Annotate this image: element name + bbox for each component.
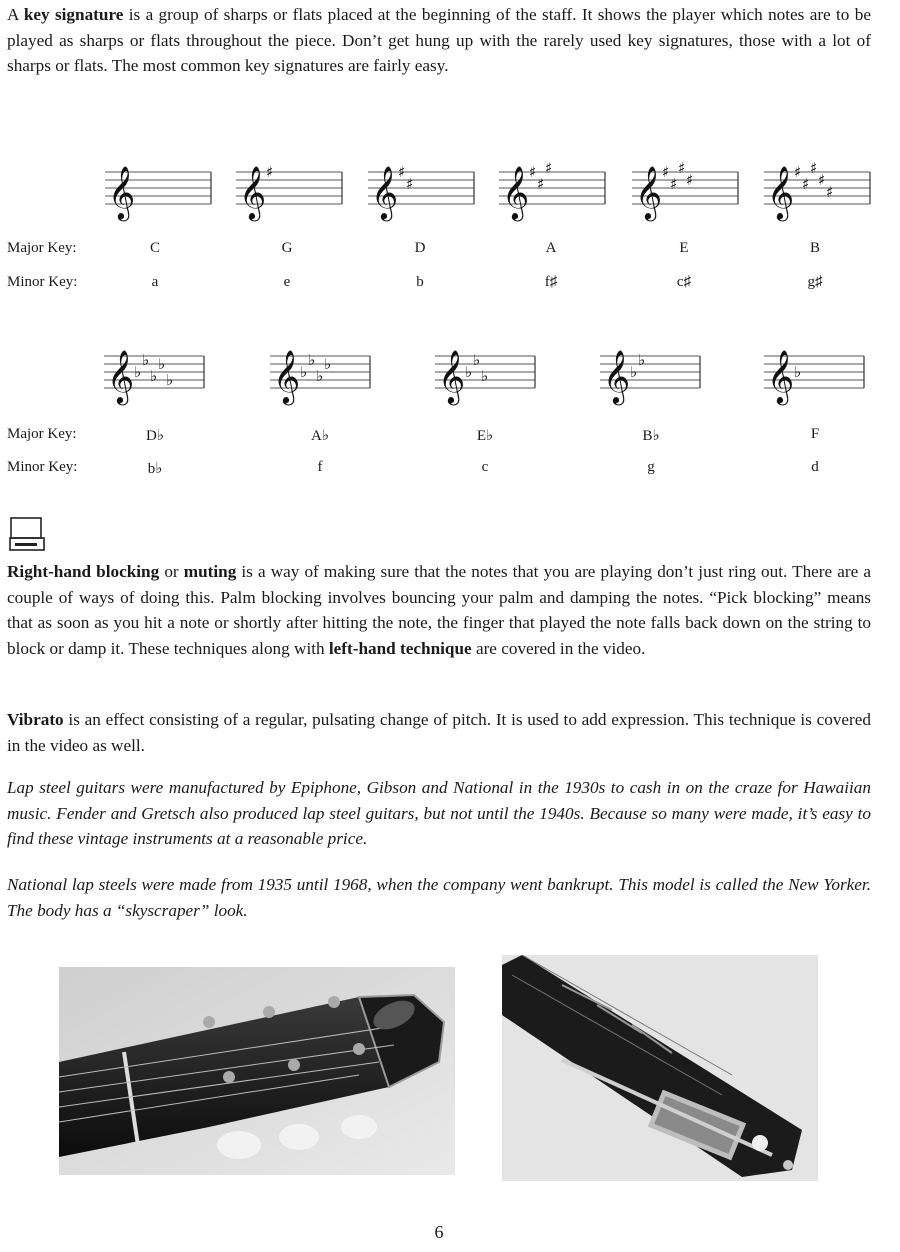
flat-accidental: ♭ bbox=[465, 363, 473, 381]
flat-major-key: F bbox=[810, 426, 820, 442]
treble-clef-icon: 𝄞 bbox=[767, 349, 795, 403]
flat-accidental: ♭ bbox=[134, 363, 142, 381]
sharp-accidental: ♯ bbox=[537, 175, 545, 193]
sharp-major-key: E bbox=[679, 240, 689, 256]
sharp-major-key: D bbox=[414, 240, 426, 256]
term-vibrato: Vibrato bbox=[7, 710, 64, 729]
sharp-key-staff bbox=[236, 160, 346, 224]
flat-major-key: D♭ bbox=[146, 428, 164, 444]
intro-lead: A bbox=[7, 5, 24, 24]
treble-clef-icon: 𝄞 bbox=[107, 349, 135, 403]
flat-minor-key: f bbox=[317, 459, 323, 475]
sharp-accidental: ♯ bbox=[810, 160, 818, 177]
flat-key-staff bbox=[270, 344, 374, 408]
treble-clef-icon: 𝄞 bbox=[767, 165, 795, 219]
flat-accidental: ♭ bbox=[473, 351, 481, 369]
sharp-major-key: A bbox=[545, 240, 557, 256]
treble-clef-icon: 𝄞 bbox=[438, 349, 466, 403]
intro-body: is a group of sharps or flats placed at the beginning of the staff. It shows the player which notes are to be played as sharps or flats throughout the piece. Don’t get hung up with the rarely used key signatures, those with a lot of sharps or flats. The most common key signatures are fairly easy. bbox=[7, 5, 871, 75]
sharp-accidental: ♯ bbox=[406, 175, 414, 193]
flat-accidental: ♭ bbox=[481, 367, 489, 385]
flat-accidental: ♭ bbox=[794, 363, 802, 381]
sharp-accidental: ♯ bbox=[266, 163, 274, 181]
intro-paragraph bbox=[7, 2, 871, 79]
term-muting: muting bbox=[183, 562, 237, 581]
minor-key-label-sharps: Minor Key: bbox=[7, 274, 78, 290]
flat-accidental: ♭ bbox=[630, 363, 638, 381]
caption-lap-steel-history: Lap steel guitars were manufactured by Epiphone, Gibson and National in the 1930s to cash in on the craze for Hawaiian music. Fender and Gretsch also produced lap steel guitars, but not until the 1940s. Because so many were made, it’s easy to find these vintage instruments at a reasonable price. bbox=[7, 778, 871, 848]
term-left-hand-technique: left-hand technique bbox=[328, 638, 472, 658]
flat-major-key: A♭ bbox=[311, 428, 329, 444]
sharp-accidental: ♯ bbox=[545, 160, 553, 177]
blocking-or: or bbox=[159, 562, 184, 581]
intro-term-key-signature: key signature bbox=[23, 5, 124, 24]
sharp-minor-key: g♯ bbox=[807, 274, 823, 290]
flat-accidental: ♭ bbox=[300, 363, 308, 381]
sharp-accidental: ♯ bbox=[686, 171, 694, 189]
sharp-minor-key: f♯ bbox=[544, 274, 558, 290]
video-icon bbox=[9, 516, 45, 559]
sharp-minor-key: a bbox=[151, 274, 159, 290]
flat-key-staff bbox=[600, 344, 704, 408]
sharp-key-staff bbox=[632, 160, 742, 224]
major-key-label-sharps: Major Key: bbox=[7, 240, 77, 256]
treble-clef-icon: 𝄞 bbox=[502, 165, 530, 219]
vibrato-paragraph bbox=[7, 707, 871, 758]
flat-key-staff bbox=[435, 344, 539, 408]
sharp-accidental: ♯ bbox=[802, 175, 810, 193]
treble-clef-icon: 𝄞 bbox=[371, 165, 399, 219]
sharp-accidental: ♯ bbox=[818, 171, 826, 189]
flat-minor-key: g bbox=[647, 459, 655, 475]
flat-accidental: ♭ bbox=[158, 355, 166, 373]
blocking-body-2: are covered in the video. bbox=[471, 638, 646, 658]
sharp-key-staff bbox=[105, 160, 215, 224]
photo-lap-steel-new-yorker bbox=[502, 955, 818, 1181]
vibrato-body: is an effect consisting of a regular, pulsating change of pitch. It is used to add expression. This technique is covered in the video as well. bbox=[7, 710, 871, 755]
flat-minor-key: d bbox=[811, 459, 819, 475]
sharp-accidental: ♯ bbox=[662, 163, 670, 181]
sharp-major-key: C bbox=[149, 240, 161, 256]
flat-accidental: ♭ bbox=[638, 351, 646, 369]
flat-accidental: ♭ bbox=[150, 367, 158, 385]
flat-key-staff bbox=[104, 344, 208, 408]
sharp-minor-key: c♯ bbox=[676, 274, 692, 290]
sharp-minor-key: e bbox=[283, 274, 291, 290]
flat-accidental: ♭ bbox=[142, 351, 150, 369]
treble-clef-icon: 𝄞 bbox=[635, 165, 663, 219]
flat-major-key: E♭ bbox=[476, 428, 494, 444]
sharp-major-key: G bbox=[281, 240, 293, 256]
photo-guitar-headstock bbox=[59, 967, 455, 1175]
flat-minor-key: c bbox=[481, 459, 489, 475]
term-right-hand-blocking: Right-hand blocking bbox=[7, 562, 160, 581]
flat-key-staff bbox=[764, 344, 868, 408]
sharp-key-staff bbox=[499, 160, 609, 224]
flat-accidental: ♭ bbox=[166, 371, 174, 389]
sharp-key-staff bbox=[764, 160, 874, 224]
flat-minor-key: b♭ bbox=[147, 461, 163, 477]
sharp-major-key: B bbox=[809, 240, 821, 256]
sharp-accidental: ♯ bbox=[794, 163, 802, 181]
minor-key-label-flats: Minor Key: bbox=[7, 459, 78, 475]
sharp-accidental: ♯ bbox=[678, 160, 686, 177]
sharp-minor-key: b bbox=[416, 274, 424, 290]
flat-accidental: ♭ bbox=[316, 367, 324, 385]
flat-major-key: B♭ bbox=[642, 428, 660, 444]
flat-accidental: ♭ bbox=[308, 351, 316, 369]
sharp-accidental: ♯ bbox=[529, 163, 537, 181]
flat-accidental: ♭ bbox=[324, 355, 332, 373]
treble-clef-icon: 𝄞 bbox=[108, 165, 136, 219]
treble-clef-icon: 𝄞 bbox=[603, 349, 631, 403]
blocking-body-1: is a way of making sure that the notes that you are playing don’t just ring out. There are a couple of ways of doing this. Palm blocking involves bouncing your palm and damping the notes. “Pick blocking” means that as soon as you hit a note or shortly after hitting the note, the finger that played the note falls back down on the string to block or damp it. These techniques along with bbox=[7, 562, 871, 658]
caption-national-new-yorker: National lap steels were made from 1935 until 1968, when the company went bankrupt. This model is called the New Yorker. The body has a “skyscraper” look. bbox=[7, 875, 871, 920]
treble-clef-icon: 𝄞 bbox=[239, 165, 267, 219]
page-number: 6 bbox=[434, 1222, 444, 1242]
sharp-accidental: ♯ bbox=[826, 183, 834, 201]
sharp-key-staff bbox=[368, 160, 478, 224]
blocking-paragraph bbox=[7, 559, 871, 661]
major-key-label-flats: Major Key: bbox=[7, 426, 77, 442]
sharp-accidental: ♯ bbox=[670, 175, 678, 193]
treble-clef-icon: 𝄞 bbox=[273, 349, 301, 403]
sharp-accidental: ♯ bbox=[398, 163, 406, 181]
